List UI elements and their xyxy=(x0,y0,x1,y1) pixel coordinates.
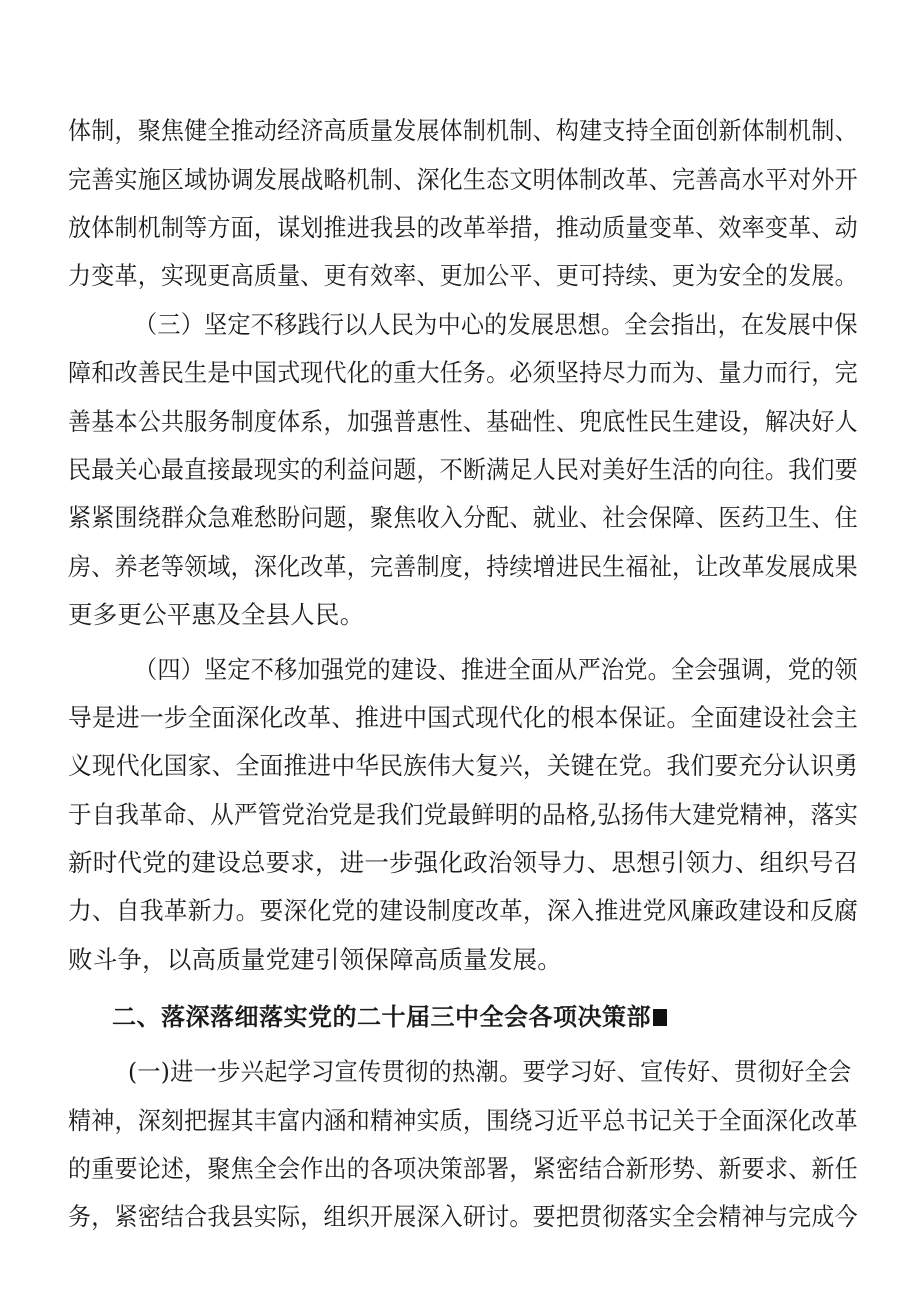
paragraph-line: 义现代化国家、全面推进中华民族伟大复兴，关键在党。我们要充分认识勇 xyxy=(68,751,859,780)
paragraph-line: 房、养老等领域，深化改革，完善制度，持续增进民生福祉，让改革发展成果 xyxy=(68,552,858,581)
paragraph-line: 善基本公共服务制度体系，加强普惠性、基础性、兜底性民生建设，解决好人 xyxy=(68,407,858,436)
paragraph-line: 败斗争，以高质量党建引领保障高质量发展。 xyxy=(68,945,562,974)
section-heading-text: 二、落深落细落实党的二十届三中全会各项决策部 xyxy=(112,1003,651,1031)
paragraph-line: 紧紧围绕群众急难愁盼问题，聚焦收入分配、就业、社会保障、医药卫生、住 xyxy=(68,503,858,532)
paragraph-line: （四）坚定不移加强党的建设、推进全面从严治党。全会强调，党的领 xyxy=(134,655,858,684)
paragraph-line: 更多更公平惠及全县人民。 xyxy=(68,600,365,629)
paragraph-line: 障和改善民生是中国式现代化的重大任务。必须坚持尽力而为、量力而行，完 xyxy=(68,358,858,387)
paragraph-line: 完善实施区域协调发展战略机制、深化生态文明体制改革、完善高水平对外开 xyxy=(68,165,858,194)
paragraph-line: 力变革，实现更高质量、更有效率、更加公平、更可持续、更为安全的发展。 xyxy=(68,261,858,290)
paragraph-line: 力、自我革新力。要深化党的建设制度改革，深入推进党风廉政建设和反腐 xyxy=(68,896,859,925)
paragraph-line: (一)进一步兴起学习宣传贯彻的热潮。要学习好、宣传好、贯彻好全会 xyxy=(128,1057,852,1086)
paragraph-line: 于自我革命、从严管党治党是我们党最鲜明的品格,弘扬伟大建党精神，落实 xyxy=(68,800,859,829)
block-glyph xyxy=(653,1009,667,1026)
paragraph-line: （三）坚定不移践行以人民为中心的发展思想。全会指出，在发展中保 xyxy=(134,310,858,339)
paragraph-line: 民最关心最直接最现实的利益问题，不断满足人民对美好生活的向往。我们要 xyxy=(68,455,858,484)
paragraph-line: 务，紧密结合我县实际，组织开展深入研讨。要把贯彻落实全会精神与完成今 xyxy=(68,1202,858,1231)
paragraph-line: 体制，聚焦健全推动经济高质量发展体制机制、构建支持全面创新体制机制、 xyxy=(68,116,858,145)
paragraph-line: 新时代党的建设总要求，进一步强化政治领导力、思想引领力、组织号召 xyxy=(68,848,859,877)
paragraph-line: 导是进一步全面深化改革、推进中国式现代化的根本保证。全面建设社会主 xyxy=(68,703,859,732)
section-heading xyxy=(112,1000,667,1034)
paragraph-line: 精神，深刻把握其丰富内涵和精神实质，围绕习近平总书记关于全面深化改革 xyxy=(68,1106,858,1135)
paragraph-line: 放体制机制等方面，谋划推进我县的改革举措，推动质量变革、效率变革、动 xyxy=(68,213,858,242)
paragraph-line: 的重要论述，聚焦全会作出的各项决策部署，紧密结合新形势、新要求、新任 xyxy=(68,1154,858,1183)
